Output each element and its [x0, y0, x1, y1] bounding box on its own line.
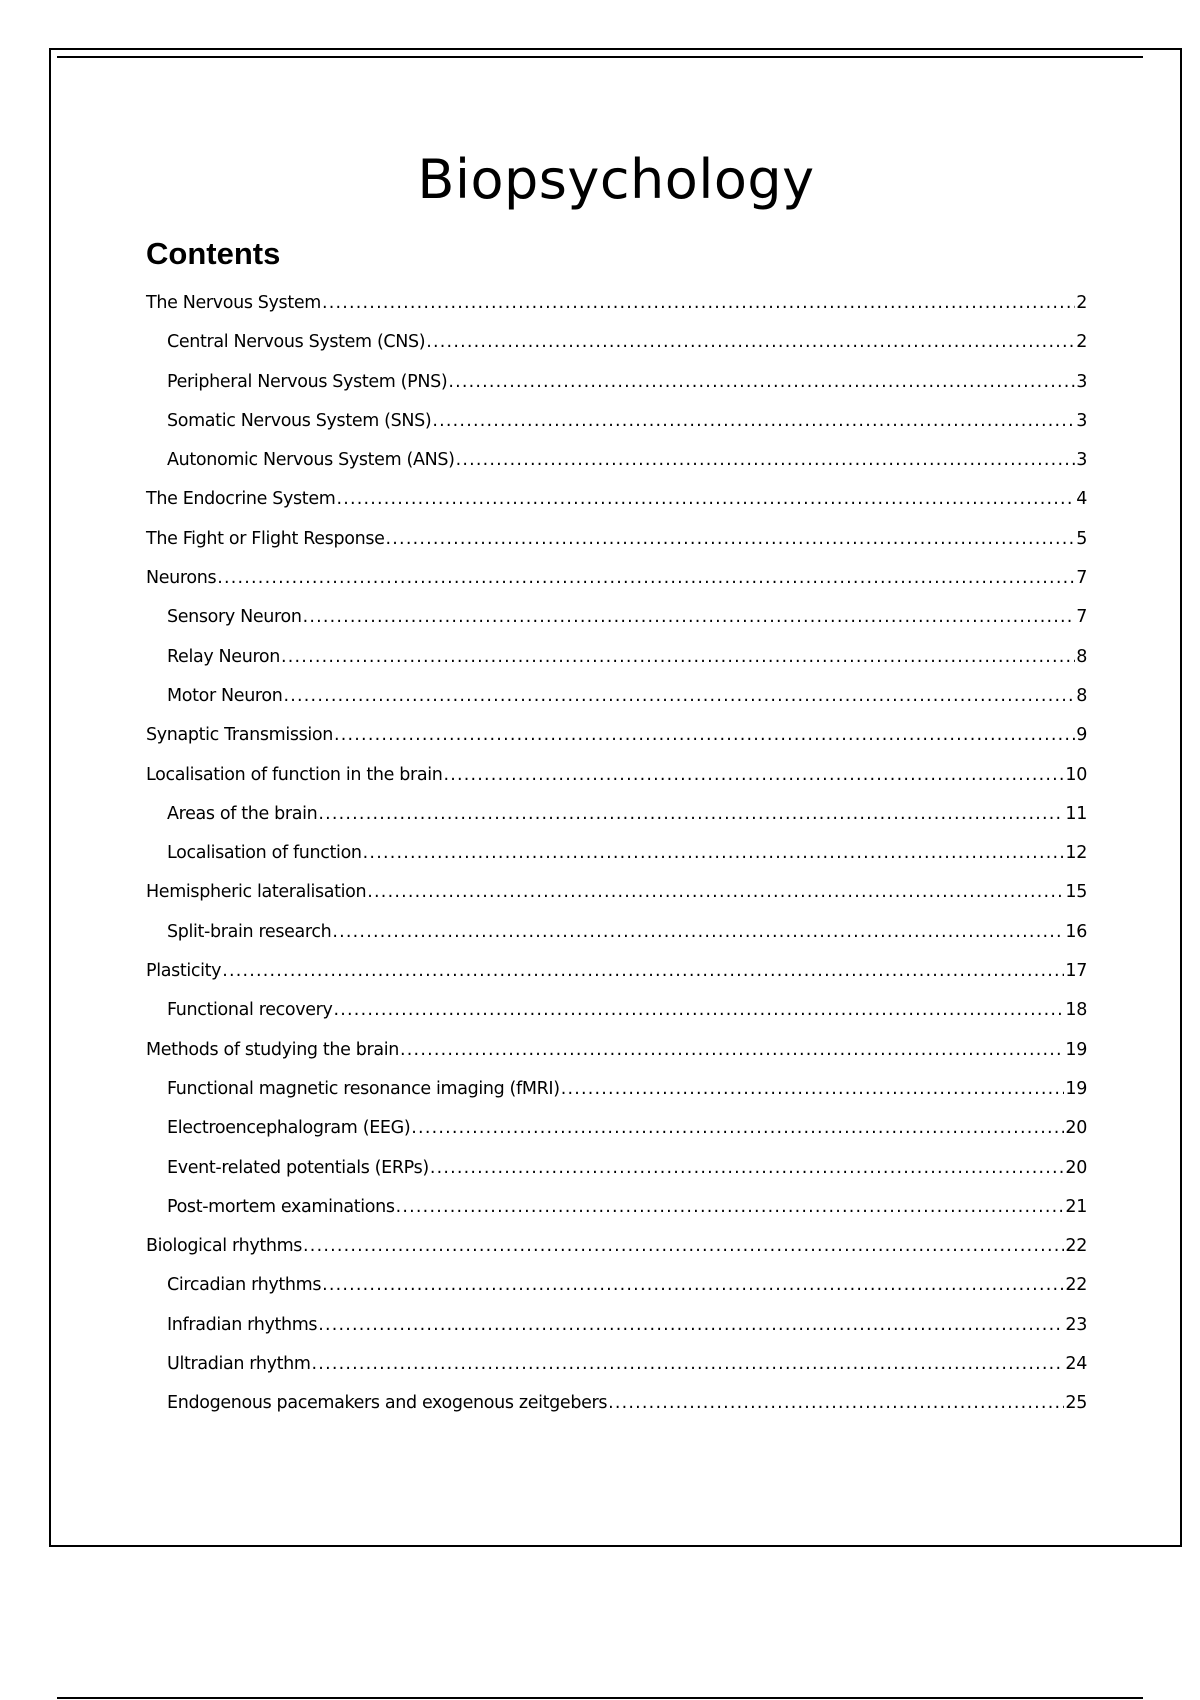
- toc-entry-label: Event-related potentials (ERPs): [167, 1157, 429, 1178]
- toc-dot-leader: [426, 323, 1075, 362]
- toc-entry-label: Biological rhythms: [146, 1236, 303, 1257]
- toc-dot-leader: [334, 991, 1065, 1030]
- toc-item: [146, 402, 1087, 441]
- toc-page-number: 3: [1076, 410, 1087, 431]
- toc-entry-label: Plasticity: [146, 961, 222, 982]
- toc-dot-leader: [222, 952, 1064, 991]
- toc-page-number: 5: [1076, 528, 1087, 549]
- toc-entry-link[interactable]: [146, 441, 1087, 480]
- toc-dot-leader: [334, 716, 1075, 755]
- toc-entry-link[interactable]: [146, 402, 1087, 441]
- header-rule: [57, 56, 1143, 58]
- toc-entry-label: Sensory Neuron: [167, 607, 302, 628]
- toc-item: [146, 1227, 1087, 1266]
- toc-dot-leader: [284, 677, 1076, 716]
- toc-entry-link[interactable]: [146, 873, 1087, 912]
- toc-entry-label: Motor Neuron: [167, 685, 283, 706]
- toc-item: [146, 913, 1087, 952]
- toc-entry-link[interactable]: [146, 480, 1087, 519]
- toc-entry-link[interactable]: [146, 1266, 1087, 1305]
- toc-page-number: 21: [1065, 1196, 1087, 1217]
- toc-entry-link[interactable]: [146, 1070, 1087, 1109]
- toc-item: [146, 1188, 1087, 1227]
- toc-dot-leader: [318, 795, 1064, 834]
- toc-dot-leader: [322, 284, 1075, 323]
- toc-item: [146, 598, 1087, 637]
- toc-entry-label: Synaptic Transmission: [146, 725, 333, 746]
- toc-page-number: 12: [1065, 843, 1087, 864]
- toc-entry-label: Neurons: [146, 568, 217, 589]
- toc-entry-label: Relay Neuron: [167, 646, 281, 667]
- toc-entry-link[interactable]: [146, 756, 1087, 795]
- toc-entry-label: Infradian rhythms: [167, 1314, 318, 1335]
- toc-entry-label: Split-brain research: [167, 921, 332, 942]
- toc-page-number: 3: [1076, 371, 1087, 392]
- toc-entry-link[interactable]: [146, 677, 1087, 716]
- toc-page-number: 24: [1065, 1354, 1087, 1375]
- toc-item: [146, 1109, 1087, 1148]
- document-title: Biopsychology: [417, 148, 815, 211]
- toc-dot-leader: [303, 598, 1076, 637]
- toc-item: [146, 480, 1087, 519]
- toc-entry-label: Ultradian rhythm: [167, 1354, 311, 1375]
- toc-item: [146, 756, 1087, 795]
- toc-page-number: 11: [1065, 803, 1087, 824]
- toc-page-number: 2: [1076, 293, 1087, 313]
- toc-item: [146, 1149, 1087, 1188]
- toc-entry-link[interactable]: [146, 1149, 1087, 1188]
- toc-page-number: 7: [1076, 568, 1087, 589]
- toc-entry-label: Functional recovery: [167, 1000, 333, 1021]
- toc-item: [146, 952, 1087, 991]
- toc-dot-leader: [411, 1109, 1064, 1148]
- toc-dot-leader: [332, 913, 1064, 952]
- toc-dot-leader: [608, 1384, 1064, 1423]
- toc-page-number: 22: [1065, 1236, 1087, 1257]
- toc-dot-leader: [456, 441, 1076, 480]
- toc-entry-link[interactable]: [146, 795, 1087, 834]
- toc-entry-link[interactable]: [146, 363, 1087, 402]
- toc-entry-link[interactable]: [146, 1384, 1087, 1423]
- toc-page-number: 19: [1065, 1078, 1087, 1099]
- toc-item: [146, 873, 1087, 912]
- toc-entry-link[interactable]: [146, 520, 1087, 559]
- toc-page-number: 23: [1065, 1314, 1087, 1335]
- toc-dot-leader: [217, 559, 1075, 598]
- toc-page-number: 2: [1076, 332, 1087, 353]
- toc-entry-link[interactable]: [146, 913, 1087, 952]
- toc-entry-label: Localisation of function: [167, 843, 362, 864]
- toc-page-number: 8: [1076, 685, 1087, 706]
- toc-item: [146, 559, 1087, 598]
- toc-page-number: 22: [1065, 1275, 1087, 1296]
- toc-dot-leader: [367, 873, 1064, 912]
- toc-item: [146, 677, 1087, 716]
- toc-item: [146, 834, 1087, 873]
- toc-dot-leader: [443, 756, 1064, 795]
- toc-entry-link[interactable]: [146, 284, 1087, 323]
- contents-heading: Contents: [146, 236, 281, 271]
- toc-entry-label: Peripheral Nervous System (PNS): [167, 371, 448, 392]
- toc-entry-label: Methods of studying the brain: [146, 1039, 400, 1060]
- toc-item: [146, 1070, 1087, 1109]
- toc-entry-label: The Endocrine System: [146, 489, 336, 510]
- toc-page-number: 7: [1076, 607, 1087, 628]
- toc-dot-leader: [430, 1149, 1065, 1188]
- toc-page-number: 25: [1065, 1393, 1087, 1414]
- toc-entry-label: Areas of the brain: [167, 803, 318, 824]
- toc-page-number: 4: [1076, 489, 1087, 510]
- toc-page-number: 15: [1065, 882, 1087, 903]
- table-of-contents: [146, 284, 1087, 1424]
- footer-rule: [57, 1697, 1143, 1699]
- toc-dot-leader: [281, 638, 1075, 677]
- toc-page-number: 20: [1065, 1118, 1087, 1139]
- toc-entry-link[interactable]: [146, 1031, 1087, 1070]
- toc-item: [146, 716, 1087, 755]
- toc-entry-link[interactable]: [146, 638, 1087, 677]
- toc-item: [146, 638, 1087, 677]
- toc-page-number: 10: [1065, 764, 1087, 785]
- toc-item: [146, 1345, 1087, 1384]
- toc-dot-leader: [448, 363, 1075, 402]
- toc-entry-link[interactable]: [146, 1227, 1087, 1266]
- toc-entry-label: Post-mortem examinations: [167, 1196, 395, 1217]
- toc-entry-link[interactable]: [146, 598, 1087, 637]
- toc-entry-label: Autonomic Nervous System (ANS): [167, 450, 455, 471]
- toc-dot-leader: [363, 834, 1065, 873]
- toc-dot-leader: [396, 1188, 1065, 1227]
- toc-entry-label: Circadian rhythms: [167, 1275, 322, 1296]
- toc-dot-leader: [303, 1227, 1064, 1266]
- toc-entry-link[interactable]: [146, 1188, 1087, 1227]
- toc-entry-link[interactable]: [146, 1306, 1087, 1345]
- toc-entry-label: The Fight or Flight Response: [146, 528, 385, 549]
- toc-entry-link[interactable]: [146, 559, 1087, 598]
- toc-entry-label: Endogenous pacemakers and exogenous zeitgebers: [167, 1393, 608, 1414]
- toc-dot-leader: [322, 1266, 1064, 1305]
- toc-item: [146, 441, 1087, 480]
- toc-page-number: 18: [1065, 1000, 1087, 1021]
- toc-entry-link[interactable]: [146, 952, 1087, 991]
- toc-dot-leader: [400, 1031, 1064, 1070]
- toc-page-number: 16: [1065, 921, 1087, 942]
- toc-dot-leader: [318, 1306, 1064, 1345]
- toc-item: [146, 1384, 1087, 1423]
- toc-page-number: 20: [1065, 1157, 1087, 1178]
- toc-item: [146, 363, 1087, 402]
- toc-dot-leader: [561, 1070, 1065, 1109]
- toc-item: [146, 520, 1087, 559]
- toc-entry-label: Somatic Nervous System (SNS): [167, 410, 432, 431]
- toc-page-number: 17: [1065, 961, 1087, 982]
- toc-item: [146, 795, 1087, 834]
- toc-page-number: 9: [1076, 725, 1087, 746]
- toc-entry-label: Electroencephalogram (EEG): [167, 1118, 411, 1139]
- toc-entry-label: Central Nervous System (CNS): [167, 332, 426, 353]
- toc-entry-link[interactable]: [146, 1109, 1087, 1148]
- toc-dot-leader: [336, 480, 1075, 519]
- toc-entry-label: The Nervous System: [146, 293, 321, 313]
- toc-item: [146, 284, 1087, 323]
- toc-entry-label: Hemispheric lateralisation: [146, 882, 367, 903]
- toc-entry-link[interactable]: [146, 716, 1087, 755]
- toc-dot-leader: [312, 1345, 1065, 1384]
- toc-entry-link[interactable]: [146, 991, 1087, 1030]
- toc-page-number: 3: [1076, 450, 1087, 471]
- toc-item: [146, 1031, 1087, 1070]
- toc-entry-link[interactable]: [146, 323, 1087, 362]
- toc-item: [146, 1306, 1087, 1345]
- toc-page-number: 8: [1076, 646, 1087, 667]
- toc-entry-label: Localisation of function in the brain: [146, 764, 443, 785]
- toc-dot-leader: [432, 402, 1075, 441]
- toc-dot-leader: [386, 520, 1076, 559]
- toc-item: [146, 1266, 1087, 1305]
- toc-entry-link[interactable]: [146, 1345, 1087, 1384]
- toc-page-number: 19: [1065, 1039, 1087, 1060]
- toc-entry-label: Functional magnetic resonance imaging (fMRI): [167, 1078, 560, 1099]
- toc-item: [146, 323, 1087, 362]
- toc-item: [146, 991, 1087, 1030]
- toc-entry-link[interactable]: [146, 834, 1087, 873]
